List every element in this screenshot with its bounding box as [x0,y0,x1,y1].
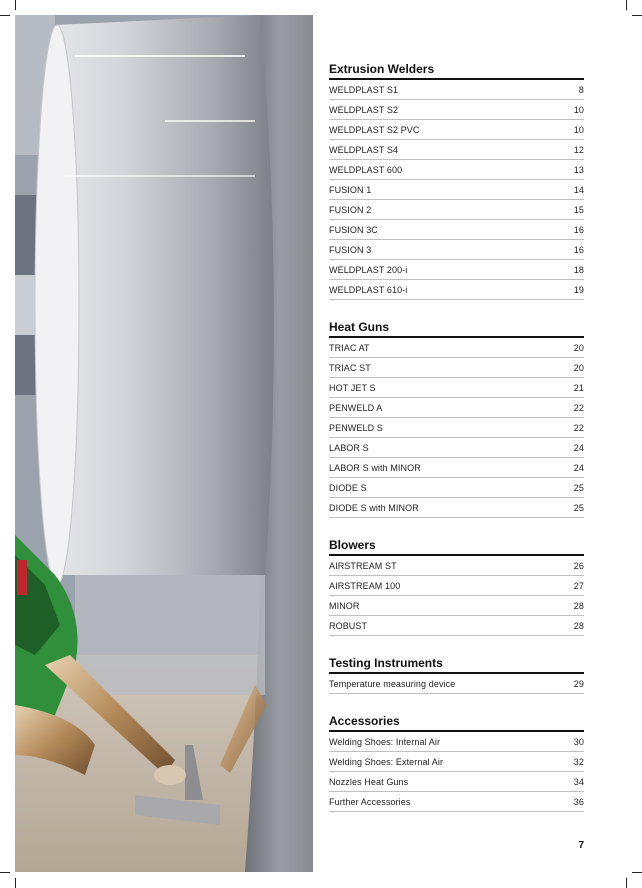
crop-mark [632,872,642,873]
toc-entry[interactable] [329,792,584,812]
toc-entry[interactable] [329,556,584,576]
entry-page: 18 [573,264,584,275]
section-spacer [329,694,584,714]
section-spacer [329,636,584,656]
toc-entry[interactable] [329,752,584,772]
entry-page: 16 [573,244,584,255]
entry-page: 12 [573,144,584,155]
entry-page: 36 [573,796,584,807]
section-title: Heat Guns [329,320,584,338]
entry-page: 25 [573,482,584,493]
entry-name: TRIAC ST [329,362,371,373]
entry-name: FUSION 1 [329,184,372,195]
toc-entry[interactable] [329,438,584,458]
entry-page: 14 [573,184,584,195]
toc-section-accessories [329,714,584,812]
toc-entry[interactable] [329,280,584,300]
entry-page: 24 [573,462,584,473]
section-title: Accessories [329,714,584,732]
page-number: 7 [578,840,584,851]
entry-page: 34 [573,776,584,787]
toc-entry[interactable] [329,772,584,792]
toc-entry[interactable] [329,338,584,358]
section-spacer [329,518,584,538]
toc-entry[interactable] [329,260,584,280]
entry-name: ROBUST [329,620,368,631]
entry-name: DIODE S with MINOR [329,502,419,513]
entry-name: AIRSTREAM ST [329,560,397,571]
entry-page: 10 [573,124,584,135]
entry-name: WELDPLAST S2 [329,104,399,115]
toc-entry[interactable] [329,616,584,636]
toc-entry[interactable] [329,220,584,240]
toc-entry[interactable] [329,100,584,120]
entry-page: 8 [578,84,584,95]
entry-page: 10 [573,104,584,115]
toc-entry[interactable] [329,732,584,752]
table-of-contents [329,62,584,812]
toc-entry[interactable] [329,674,584,694]
entry-name: PENWELD S [329,422,383,433]
entry-page: 28 [573,600,584,611]
section-title: Extrusion Welders [329,62,584,80]
entry-name: AIRSTREAM 100 [329,580,401,591]
hero-photo [15,15,313,872]
entry-page: 29 [573,678,584,689]
crop-mark [626,878,627,888]
entry-page: 32 [573,756,584,767]
toc-section-extrusion-welders [329,62,584,300]
entry-page: 28 [573,620,584,631]
entry-name: WELDPLAST S4 [329,144,399,155]
entry-name: TRIAC AT [329,342,370,353]
crop-mark [632,15,642,16]
entry-name: HOT JET S [329,382,376,393]
toc-entry[interactable] [329,576,584,596]
entry-name: Welding Shoes: External Air [329,756,444,767]
entry-name: DIODE S [329,482,367,493]
entry-page: 20 [573,362,584,373]
toc-entry[interactable] [329,180,584,200]
toc-section-testing-instruments [329,656,584,694]
entry-name: Temperature measuring device [329,678,456,689]
section-title: Testing Instruments [329,656,584,674]
entry-name: FUSION 3C [329,224,378,235]
toc-entry[interactable] [329,398,584,418]
entry-page: 16 [573,224,584,235]
entry-page: 26 [573,560,584,571]
entry-page: 19 [573,284,584,295]
toc-entry[interactable] [329,418,584,438]
toc-entry[interactable] [329,240,584,260]
toc-entry[interactable] [329,596,584,616]
entry-page: 13 [573,164,584,175]
toc-entry[interactable] [329,80,584,100]
entry-page: 30 [573,736,584,747]
toc-section-blowers [329,538,584,636]
toc-entry[interactable] [329,458,584,478]
section-spacer [329,300,584,320]
toc-entry[interactable] [329,120,584,140]
entry-name: LABOR S with MINOR [329,462,421,473]
welding-illustration [15,15,313,872]
entry-page: 24 [573,442,584,453]
entry-page: 27 [573,580,584,591]
entry-name: WELDPLAST S1 [329,84,399,95]
entry-name: Nozzles Heat Guns [329,776,409,787]
entry-name: WELDPLAST 200-i [329,264,408,275]
entry-name: PENWELD A [329,402,383,413]
entry-page: 21 [573,382,584,393]
crop-mark [15,0,16,10]
entry-name: Further Accessories [329,796,411,807]
crop-mark [626,0,627,10]
entry-name: WELDPLAST 600 [329,164,403,175]
entry-name: Welding Shoes: Internal Air [329,736,441,747]
entry-page: 15 [573,204,584,215]
entry-name: WELDPLAST 610-i [329,284,408,295]
toc-entry[interactable] [329,160,584,180]
section-title: Blowers [329,538,584,556]
toc-entry[interactable] [329,478,584,498]
crop-mark [0,15,10,16]
toc-entry[interactable] [329,200,584,220]
toc-entry[interactable] [329,358,584,378]
entry-page: 22 [573,422,584,433]
entry-name: LABOR S [329,442,369,453]
toc-entry[interactable] [329,140,584,160]
entry-page: 22 [573,402,584,413]
entry-name: FUSION 3 [329,244,372,255]
entry-page: 20 [573,342,584,353]
entry-name: FUSION 2 [329,204,372,215]
crop-mark [0,872,10,873]
entry-name: MINOR [329,600,360,611]
crop-mark [15,878,16,888]
toc-entry[interactable] [329,378,584,398]
toc-entry[interactable] [329,498,584,518]
entry-name: WELDPLAST S2 PVC [329,124,420,135]
toc-section-heat-guns [329,320,584,518]
entry-page: 25 [573,502,584,513]
